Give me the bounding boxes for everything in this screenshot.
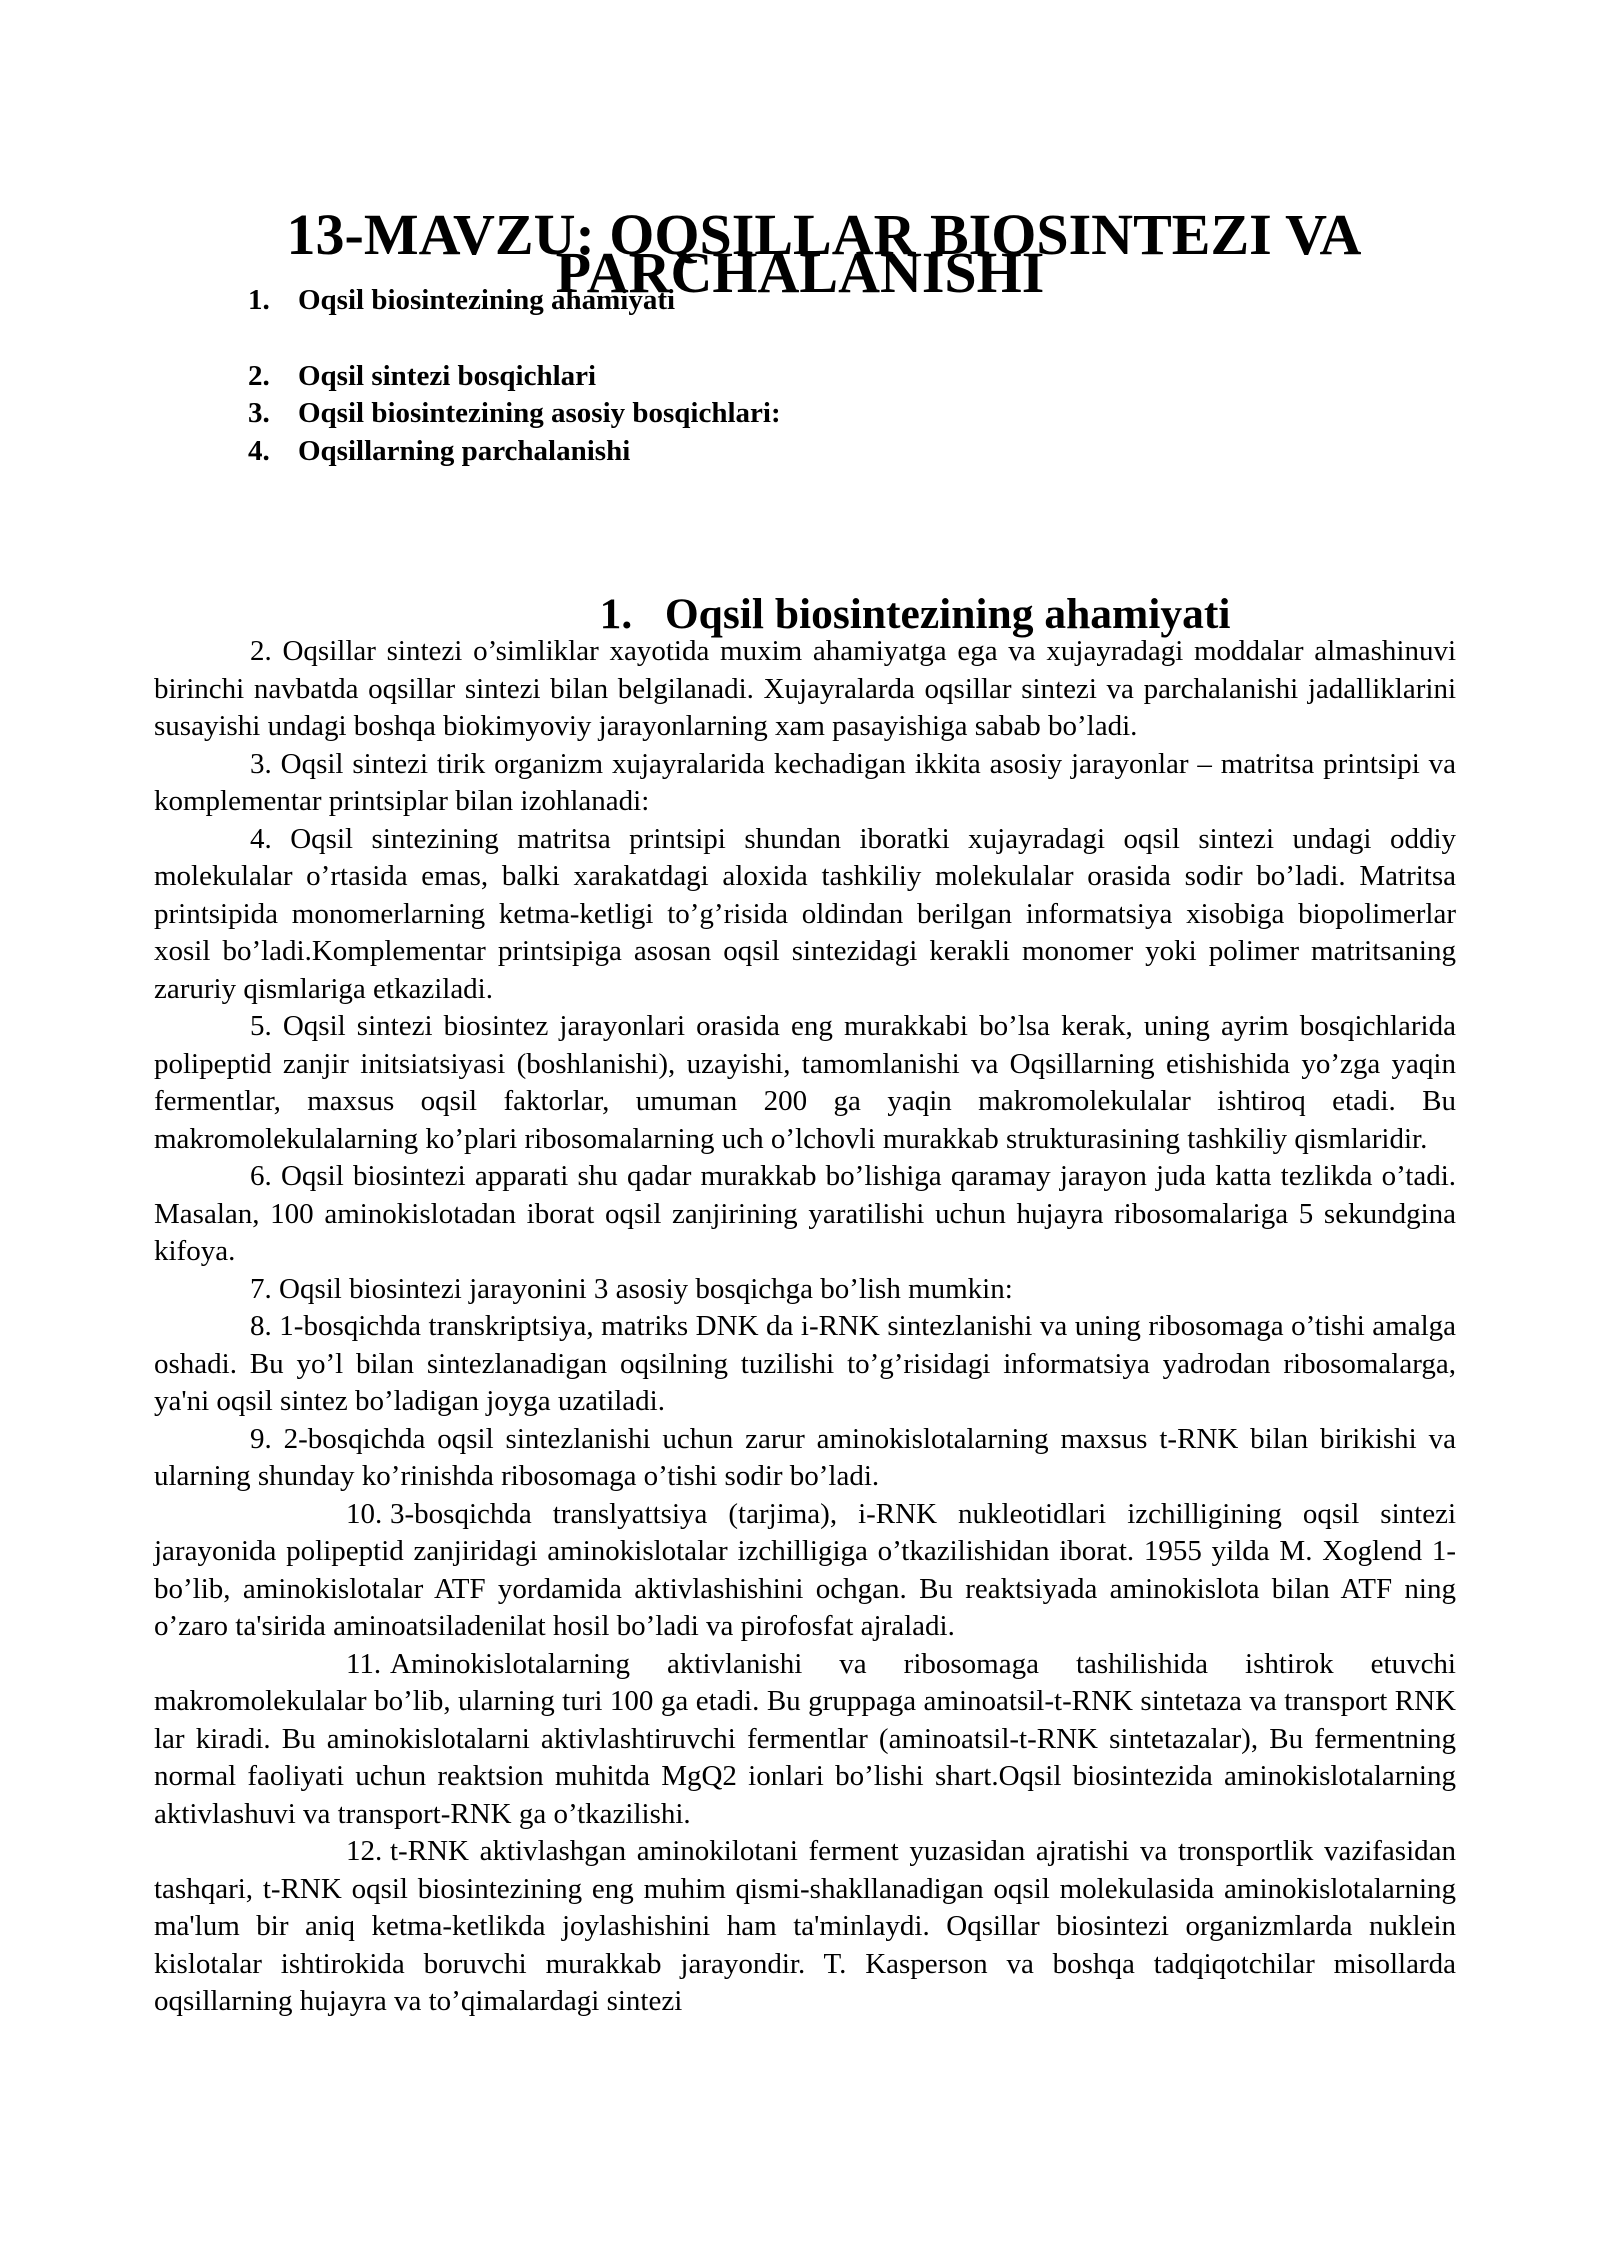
paragraph-number: 11. <box>346 1647 382 1680</box>
section-heading <box>0 590 1600 638</box>
paragraph-text: Oqsil sintezi tirik organizm xujayralarida kechadigan ikkita asosiy jarayonlar – matritsa printsipi va komplementar printsiplar bilan izohlanadi: <box>154 747 1457 817</box>
toc-item-text: Oqsillarning parchalanishi <box>298 434 631 467</box>
paragraph-text: Aminokislotalarning aktivlanishi va ribosomaga tashilishida ishtirok etuvchi makromolekulalar bo’lib, ularning turi 100 ga etadi. Bu gruppaga aminoatsil-t-RNK sintetaza va transport RNK lar kiradi. Bu aminokislotalarni aktivlashtiruvchi fermentlar (aminoatsil-t-RNK sintetazalar), Bu fermentning normal faoliyati uchun reaktsion muhitda MgQ2 ionlari bo’lishi shart.Oqsil biosintezida aminokislotalarning aktivlashuvi va transport-RNK ga o’tkazilishi. <box>154 1647 1456 1830</box>
toc-item-text: Oqsil sintezi bosqichlari <box>298 359 597 392</box>
paragraph-text: Oqsil sintezining matritsa printsipi shundan iboratki xujayradagi oqsil sintezi undagi oddiy molekulalar o’rtasida emas, balki xarakatdagi aloxida tashkiliy molekulalar orasida sodir bo’ladi. Matritsa printsipida monomerlarning ketma-ketligi to’g’risida oldindan berilgan informatsiya xisobiga biopolimerlar xosil bo’ladi.Komplementar printsipiga asosan oqsil sintezidagi kerakli monomer yoki polimer matritsaning zaruriy qismlariga etkaziladi. <box>154 822 1457 1005</box>
paragraph-text: 3-bosqichda translyattsiya (tarjima), i-RNK nukleotidlari izchilligining oqsil sintezi jarayonida polipeptid zanjiridagi aminokislotalar izchilligiga o’tkazilishidan iborat. 1955 yilda M. Xoglend 1-bo’lib, aminokislotalar ATF yordamida aktivlashishini ochgan. Bu reaktsiyada aminokislota bilan ATF ning o’zaro ta'sirida aminoatsiladenilat hosil bo’ladi va pirofosfat ajraladi. <box>154 1497 1456 1642</box>
paragraph-number: 4. <box>250 822 272 855</box>
section-heading-number: 1. <box>599 590 633 638</box>
paragraph-text: Oqsil biosintezi jarayonini 3 asosiy bosqichga bo’lish mumkin: <box>279 1272 1013 1305</box>
paragraph-number: 3. <box>250 747 272 780</box>
paragraph-number: 10. <box>346 1497 383 1530</box>
document-body <box>154 633 1456 2021</box>
toc-item <box>248 358 781 396</box>
paragraph-text: t-RNK aktivlashgan aminokilotani ferment yuzasidan ajratishi va tronsportlik vazifasidan tashqari, t-RNK oqsil biosintezining eng muhim qismi-shakllanadigan oqsil molekulasida aminokislotalarning ma'lum bir aniq ketma-ketlikda joylashishini ham ta'minlaydi. Oqsillar biosintezi organizmlarda nuklein kislotalar ishtirokida boruvchi murakkab jarayondir. T. Kasperson va boshqa tadqiqotchilar misollarda oqsillarning hujayra va to’qimalardagi sintezi <box>154 1835 1456 2017</box>
paragraph <box>154 1421 1456 1496</box>
table-of-contents <box>248 282 781 470</box>
paragraph-number: 7. <box>250 1272 272 1305</box>
document-title: 13-MAVZU: OQSILLAR BIOSINTEZI VA PARCHALANISHI <box>286 202 1362 305</box>
paragraph-text: Oqsil biosintezi apparati shu qadar murakkab bo’lishiga qaramay jarayon juda katta tezlikda o’tadi. Masalan, 100 aminokislotadan iborat oqsil zanjirining yaratilishi uchun hujayra ribosomalariga 5 sekundgina kifoya. <box>154 1160 1457 1267</box>
toc-item-number: 2. <box>248 359 270 392</box>
toc-item <box>248 395 781 433</box>
toc-item <box>248 282 781 320</box>
paragraph-number: 6. <box>250 1160 272 1192</box>
paragraph <box>154 1646 1456 1834</box>
toc-item-text: Oqsil biosintezining asosiy bosqichlari: <box>298 397 781 429</box>
paragraph <box>154 746 1456 821</box>
paragraph <box>154 821 1456 1009</box>
paragraph <box>154 633 1456 746</box>
paragraph <box>154 1308 1456 1421</box>
toc-item-text: Oqsil biosintezining ahamiyati <box>298 284 676 316</box>
section-heading-text: Oqsil biosintezining ahamiyati <box>664 590 1231 638</box>
paragraph <box>154 1158 1456 1271</box>
paragraph <box>154 1496 1456 1646</box>
toc-item <box>248 433 781 471</box>
toc-item-number: 3. <box>248 397 270 429</box>
paragraph <box>154 1008 1456 1158</box>
paragraph-text: Oqsil sintezi biosintez jarayonlari orasida eng murakkabi bo’lsa kerak, uning ayrim bosqichlarida polipeptid zanjir initsiatsiyasi (boshlanishi), uzayishi, tamomlanishi va Oqsillarning etishishida yo’zga yaqin fermentlar, maxsus oqsil faktorlar, umuman 200 ga yaqin makromolekulalar ishtiroq etadi. Bu makromolekulalarning ko’plari ribosomalarning uch o’lchovli murakkab strukturasining tashkiliy qismlaridir. <box>154 1010 1456 1155</box>
paragraph-text: 1-bosqichda transkriptsiya, matriks DNK da i-RNK sintezlanishi va uning ribosomaga o’tishi amalga oshadi. Bu yo’l bilan sintezlanadigan oqsilning tuzilishi to’g’risidagi informatsiya yadrodan ribosomalarga, ya'ni oqsil sintez bo’ladigan joyga uzatiladi. <box>154 1310 1457 1417</box>
toc-item-number: 1. <box>248 284 270 316</box>
paragraph-number: 9. <box>250 1422 272 1455</box>
paragraph-number: 5. <box>250 1010 272 1042</box>
paragraph <box>154 1833 1456 2021</box>
paragraph-number: 2. <box>250 635 272 667</box>
paragraph-text: 2-bosqichda oqsil sintezlanishi uchun zarur aminokislotalarning maxsus t-RNK bilan birikishi va ularning shunday ko’rinishda ribosomaga o’tishi sodir bo’ladi. <box>154 1422 1456 1492</box>
paragraph-text: Oqsillar sintezi o’simliklar xayotida muxim ahamiyatga ega va xujayradagi moddalar almashinuvi birinchi navbatda oqsillar sintezi bilan belgilanadi. Xujayralarda oqsillar sintezi va parchalanishi jadalliklarini susayishi undagi boshqa biokimyoviy jarayonlarning xam pasayishiga sabab bo’ladi. <box>154 635 1457 742</box>
paragraph-number: 8. <box>250 1310 272 1342</box>
paragraph <box>154 1271 1456 1309</box>
paragraph-number: 12. <box>346 1835 383 1867</box>
toc-item-number: 4. <box>248 434 270 467</box>
